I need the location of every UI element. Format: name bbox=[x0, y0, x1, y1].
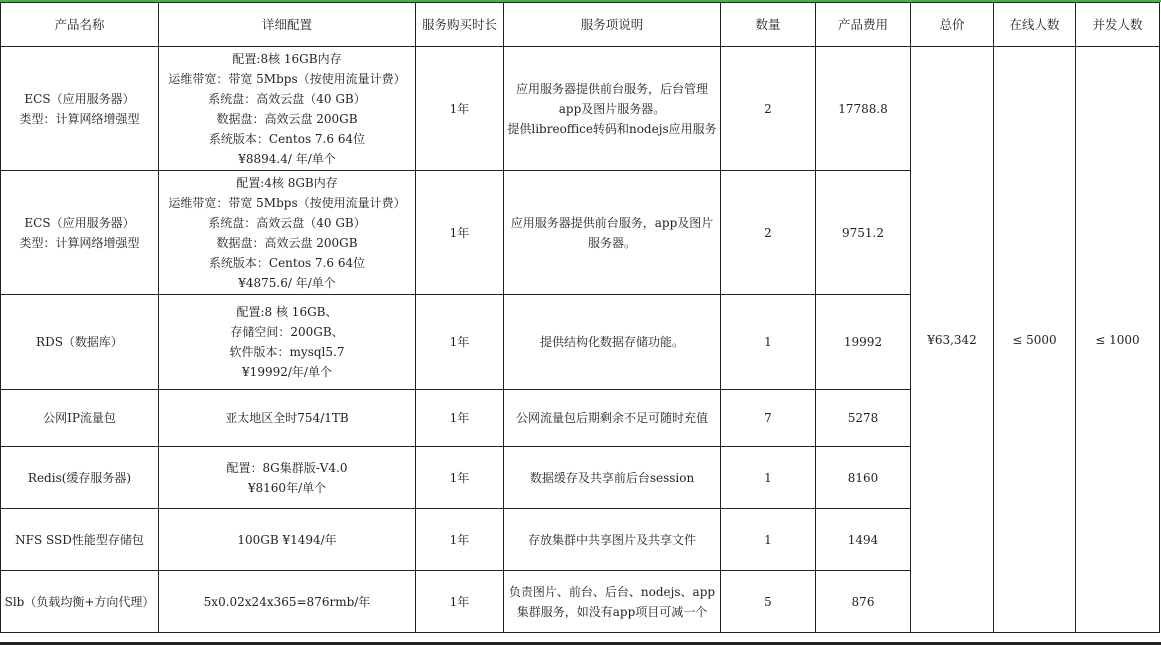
config-cell bbox=[159, 295, 416, 390]
description-cell bbox=[504, 571, 721, 633]
config-line: ¥19992/年/单个 bbox=[242, 365, 332, 379]
fee-cell: 9751.2 bbox=[816, 171, 911, 295]
config-cell bbox=[159, 509, 416, 571]
config-line: 5x0.02x24x365=876rmb/年 bbox=[203, 594, 371, 609]
duration-cell: 1年 bbox=[416, 171, 504, 295]
description-line: 提供结构化数据存储功能。 bbox=[539, 335, 684, 349]
description-line: 提供libreoffice转码和nodejs应用服务 bbox=[507, 121, 717, 136]
quantity-cell: 1 bbox=[721, 509, 816, 571]
config-line: 系统版本：Centos 7.6 64位 bbox=[208, 255, 366, 270]
product-name-cell bbox=[1, 47, 159, 171]
product-name-line: NFS SSD性能型存储包 bbox=[15, 532, 144, 547]
config-line: 配置:8核 16GB内存 bbox=[232, 51, 342, 66]
header-quantity: 数量 bbox=[721, 3, 816, 47]
config-cell bbox=[159, 47, 416, 171]
duration-cell: 1年 bbox=[416, 571, 504, 633]
header-total: 总价 bbox=[911, 3, 994, 47]
product-name-line: 类型：计算网络增强型 bbox=[19, 235, 140, 250]
config-cell bbox=[159, 447, 416, 509]
product-name-cell bbox=[1, 295, 159, 390]
description-cell bbox=[504, 390, 721, 447]
config-line: ¥8160年/单个 bbox=[247, 480, 327, 495]
product-name-line: ECS（应用服务器） bbox=[24, 91, 135, 106]
config-line: 配置:8 核 16GB、 bbox=[236, 305, 338, 319]
config-cell bbox=[159, 171, 416, 295]
product-name-cell bbox=[1, 171, 159, 295]
fee-cell: 8160 bbox=[816, 447, 911, 509]
quantity-cell: 7 bbox=[721, 390, 816, 447]
product-name-line: 公网IP流量包 bbox=[43, 411, 116, 425]
header-duration: 服务购买时长 bbox=[416, 3, 504, 47]
header-row bbox=[1, 3, 1160, 47]
product-name-line: RDS（数据库） bbox=[36, 335, 123, 349]
header-fee: 产品费用 bbox=[816, 3, 911, 47]
quantity-cell: 2 bbox=[721, 171, 816, 295]
fee-cell: 19992 bbox=[816, 295, 911, 390]
config-line: 运维带宽：带宽 5Mbps（按使用流量计费） bbox=[168, 195, 406, 210]
duration-cell: 1年 bbox=[416, 295, 504, 390]
config-cell bbox=[159, 390, 416, 447]
config-line: 数据盘：高效云盘 200GB bbox=[216, 111, 358, 126]
fee-cell: 1494 bbox=[816, 509, 911, 571]
duration-cell: 1年 bbox=[416, 509, 504, 571]
description-line: 存放集群中共享图片及共享文件 bbox=[527, 532, 696, 547]
product-name-line: ECS（应用服务器） bbox=[24, 215, 135, 230]
online-users-cell: ≤ 5000 bbox=[994, 47, 1076, 633]
total-price-cell: ¥63,342 bbox=[911, 47, 994, 633]
duration-cell: 1年 bbox=[416, 47, 504, 171]
config-cell bbox=[159, 571, 416, 633]
config-line: 100GB ¥1494/年 bbox=[237, 532, 337, 547]
config-line: 配置:4核 8GB内存 bbox=[236, 175, 338, 190]
product-name-line: Redis(缓存服务器) bbox=[27, 470, 132, 485]
price-table bbox=[0, 2, 1160, 633]
description-line: 负责图片、前台、后台、nodejs、app集群服务，如没有app项目可减一个 bbox=[508, 584, 716, 619]
description-cell bbox=[504, 295, 721, 390]
description-line: 公网流量包后期剩余不足可随时充值 bbox=[515, 411, 708, 425]
quantity-cell: 1 bbox=[721, 295, 816, 390]
description-cell bbox=[504, 509, 721, 571]
config-line: 配置：8G集群版-V4.0 bbox=[226, 460, 348, 475]
fee-cell: 876 bbox=[816, 571, 911, 633]
description-cell bbox=[504, 447, 721, 509]
config-line: 系统盘：高效云盘（40 GB） bbox=[208, 215, 366, 230]
config-line: 系统盘：高效云盘（40 GB） bbox=[208, 91, 366, 106]
config-line: ¥8894.4/ 年/单个 bbox=[238, 151, 336, 166]
header-online-users: 在线人数 bbox=[994, 3, 1076, 47]
product-name-cell bbox=[1, 390, 159, 447]
quantity-cell: 1 bbox=[721, 447, 816, 509]
quantity-cell: 5 bbox=[721, 571, 816, 633]
duration-cell: 1年 bbox=[416, 447, 504, 509]
product-name-cell bbox=[1, 447, 159, 509]
config-line: 运维带宽：带宽 5Mbps（按使用流量计费） bbox=[168, 71, 406, 86]
concurrent-users-cell: ≤ 1000 bbox=[1076, 47, 1160, 633]
product-name-cell bbox=[1, 571, 159, 633]
description-cell bbox=[504, 171, 721, 295]
description-cell bbox=[504, 47, 721, 171]
config-line: 数据盘：高效云盘 200GB bbox=[216, 235, 358, 250]
header-concurrent-users: 并发人数 bbox=[1076, 3, 1160, 47]
description-line: 应用服务器提供前台服务，后台管理app及图片服务器。 bbox=[515, 81, 708, 116]
header-config: 详细配置 bbox=[159, 3, 416, 47]
product-name-line: Slb（负载均衡+方向代理） bbox=[4, 594, 155, 609]
fee-cell: 17788.8 bbox=[816, 47, 911, 171]
product-name-line: 类型：计算网络增强型 bbox=[19, 111, 140, 126]
config-line: 存储空间：200GB、 bbox=[230, 325, 344, 339]
config-line: 系统版本：Centos 7.6 64位 bbox=[208, 131, 366, 146]
fee-cell: 5278 bbox=[816, 390, 911, 447]
table-row bbox=[1, 47, 1160, 171]
config-line: ¥4875.6/ 年/单个 bbox=[238, 275, 336, 290]
quantity-cell: 2 bbox=[721, 47, 816, 171]
description-line: 数据缓存及共享前后台session bbox=[529, 470, 695, 485]
description-line: 应用服务器提供前台服务，app及图片服务器。 bbox=[510, 215, 714, 250]
product-name-cell bbox=[1, 509, 159, 571]
duration-cell: 1年 bbox=[416, 390, 504, 447]
config-line: 亚太地区全时754/1TB bbox=[225, 411, 349, 425]
header-description: 服务项说明 bbox=[504, 3, 721, 47]
header-product-name: 产品名称 bbox=[1, 3, 159, 47]
config-line: 软件版本：mysql5.7 bbox=[229, 345, 345, 359]
